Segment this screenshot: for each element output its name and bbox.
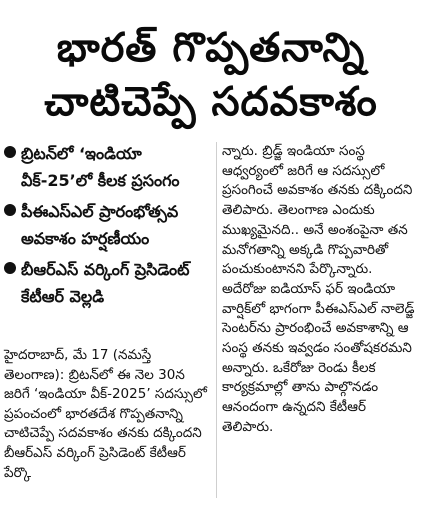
bullet-dot-icon xyxy=(4,146,16,158)
headline-line-1: భారత్ గొప్పతనాన్ని xyxy=(56,25,366,71)
highlight-text: బ్రిటన్‌లో ‘ఇండియా వీక్-25’లో కీలక ప్రసంగం xyxy=(21,144,180,190)
headline-line-2: చాటిచెప్పే సదవకాశం xyxy=(44,79,378,125)
bullet-dot-icon xyxy=(4,204,16,216)
bullet-dot-icon xyxy=(4,262,16,274)
article-column-right xyxy=(222,142,418,438)
article-body-left: హైదరాబాద్, మే 17 (నమస్తే తెలంగాణ): బ్రిటన్‌లో ఈ నెల 30న జరిగే ‘ఇండియా వీక్-2025’ సదస్సులో ప్రపంచంలో భారతదేశ గొప్పతనాన్ని చాటిచెప్పే సదవకాశం తనకు దక్కిందని బీఆర్ఎస్ వర్కింగ్ ప్రెసిడెంట్ కేటీఆర్ పేర్కొ xyxy=(4,347,207,481)
column-divider xyxy=(216,142,217,498)
headline xyxy=(0,0,422,128)
article-body-right: న్నారు. బ్రిడ్జ్ ఇండియా సంస్థ ఆధ్వర్యంలో జరిగే ఆ సదస్సులో ప్రసంగించే అవకాశం తనకు దక్కిందని తెలిపారు. తెలంగాణ ఎందుకు ముఖ్యమైనది.. అనే అంశంపైనా తన మనోగతాన్ని అక్కడి గొప్పవారితో పంచుకుంటానని పేర్కొన్నారు. అదేరోజు ఐడియాస్ ఫర్ ఇండియా వార్షిక్‌లో భాగంగా పీఈఎస్ఎల్ నాలెడ్జ్ సెంటర్‌ను ప్రారంభించే అవకాశాన్ని ఆ సంస్థ తనకు ఇవ్వడం సంతోషకరమని అన్నారు. ఒకేరోజు రెండు కీలక కార్యక్రమాల్లో తాను పాల్గొనడం ఆనందంగా ఉన్నదని కేటీఆర్ తెలిపారు. xyxy=(222,143,415,435)
highlight-item xyxy=(3,198,215,252)
highlight-text: పీఈఎస్ఎల్ ప్రారంభోత్సవ అవకాశం హర్షణీయం xyxy=(21,202,179,248)
highlight-item xyxy=(3,256,215,310)
highlight-item xyxy=(3,140,215,194)
highlights-list xyxy=(3,140,215,314)
article-column-left xyxy=(4,346,214,483)
highlight-text: బీఆర్ఎస్ వర్కింగ్ ప్రెసిడెంట్ కేటీఆర్ వెల్లడి xyxy=(21,260,190,306)
